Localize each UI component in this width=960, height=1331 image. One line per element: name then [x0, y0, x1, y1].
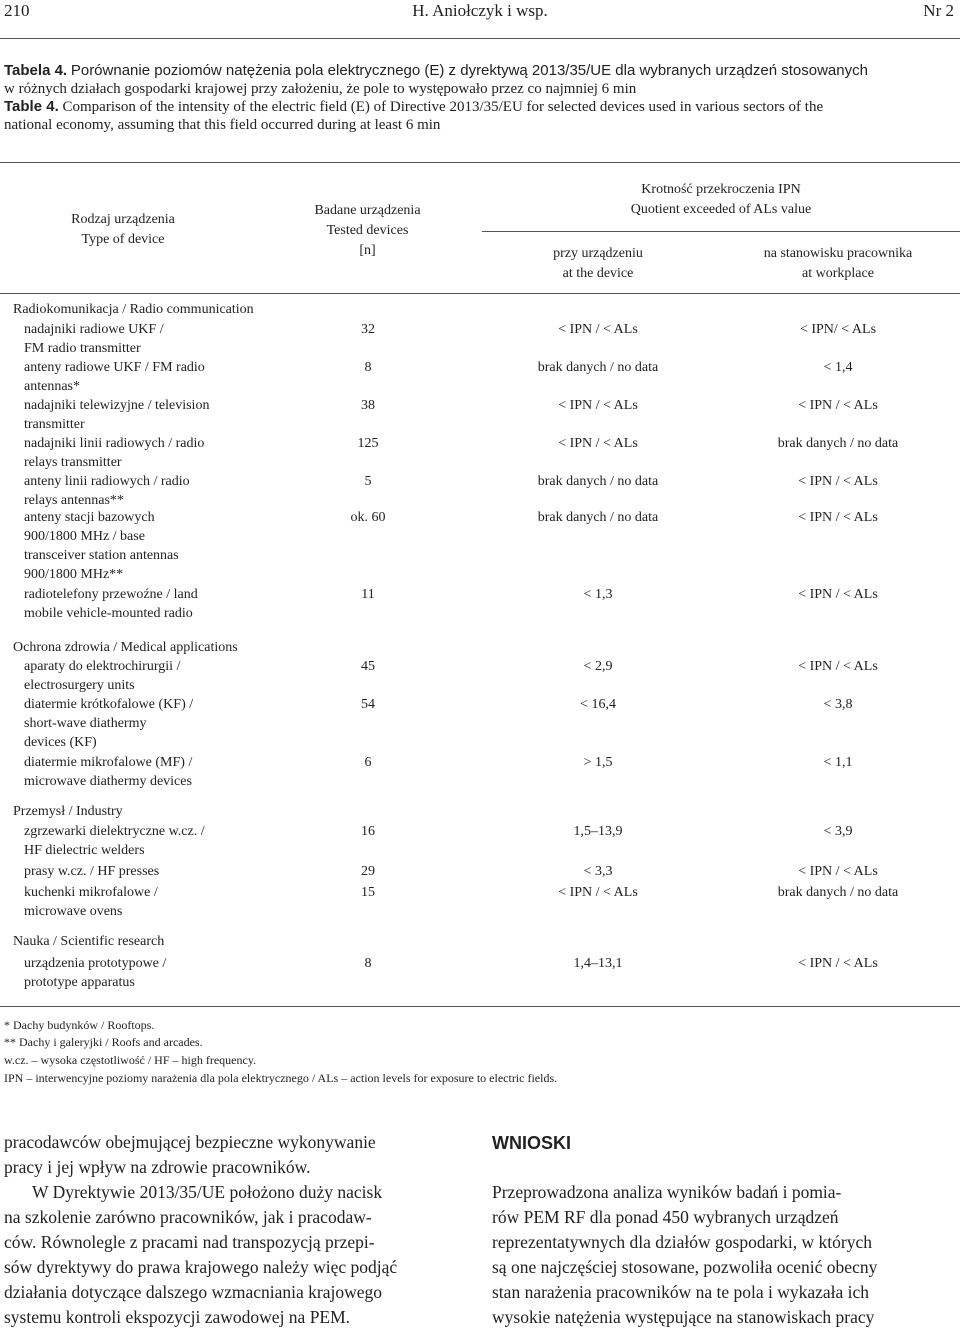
- section-science: Nauka / Scientific research: [13, 934, 165, 949]
- th-tested-devices: Badane urządzenia Tested devices [n]: [314, 203, 421, 258]
- section-medical: Ochrona zdrowia / Medical applications: [13, 640, 238, 655]
- table-row-device: radiotelefony przewoźne / land mobile vehicle-mounted radio: [24, 587, 198, 621]
- table-group-rule: [482, 231, 960, 232]
- table-row-at-device: < 1,3: [583, 587, 613, 602]
- table-row-at-device: brak danych / no data: [537, 360, 659, 375]
- table-row-n: 8: [364, 956, 372, 971]
- table-row-at-workplace: < IPN / < ALs: [798, 956, 878, 971]
- caption-en-line2: national economy, assuming that this field occurred during at least 6 min: [4, 117, 441, 133]
- table-row-device: nadajniki radiowe UKF / FM radio transmitter: [24, 322, 164, 356]
- section-radio: Radiokomunikacja / Radio communication: [13, 302, 254, 317]
- table-row-at-device: brak danych / no data: [537, 474, 659, 489]
- table-bottom-rule: [0, 1006, 960, 1007]
- page-number: 210: [4, 1, 30, 20]
- table-row-n: 5: [364, 474, 372, 489]
- table-row-device: aparaty do elektrochirurgii / electrosurgery units: [24, 659, 181, 693]
- table-row-device: urządzenia prototypowe / prototype apparatus: [24, 956, 167, 990]
- table-row-n: ok. 60: [350, 510, 386, 525]
- table-row-n: 32: [361, 322, 375, 337]
- footnote: w.cz. – wysoka częstotliwość / HF – high frequency.: [4, 1053, 257, 1067]
- table-row-device: nadajniki linii radiowych / radio relays transmitter: [24, 436, 205, 470]
- table-row-at-device: < IPN / < ALs: [558, 436, 638, 451]
- footnote: IPN – interwencyjne poziomy narażenia dla pola elektrycznego / ALs – action levels for exposure to electric fields.: [4, 1071, 558, 1085]
- table-row-at-device: < IPN / < ALs: [558, 398, 638, 413]
- table-row-at-workplace: < 3,8: [823, 697, 853, 712]
- caption-pl-line2: w różnych działach gospodarki krajowej przy założeniu, że pole to występowało przez co najmniej 6 min: [4, 81, 637, 97]
- table-row-device: prasy w.cz. / HF presses: [24, 864, 160, 879]
- table-row-device: zgrzewarki dielektryczne w.cz. / HF dielectric welders: [24, 824, 205, 858]
- table-row-device: diatermie krótkofalowe (KF) / short-wave diathermy devices (KF): [24, 697, 194, 750]
- table-row-at-workplace: < 1,4: [823, 360, 853, 375]
- running-authors: H. Aniołczyk i wsp.: [412, 1, 548, 20]
- table-row-n: 125: [357, 436, 379, 451]
- table-row-at-device: > 1,5: [583, 755, 613, 770]
- table-row-at-device: < 3,3: [583, 864, 613, 879]
- th-quotient-group: Krotność przekroczenia IPN Quotient exceeded of ALs value: [630, 182, 812, 217]
- table-row-at-workplace: brak danych / no data: [777, 436, 899, 451]
- table-row-at-device: 1,5–13,9: [573, 824, 623, 839]
- table-row-at-device: < 16,4: [580, 697, 616, 712]
- body-left-column: pracodawców obejmującej bezpieczne wykonywanie pracy i jej wpływ na zdrowie pracowników. W Dyrektywie 2013/35/UE położono duży nacisk na szkolenie zarówno pracowników, jak i pracodaw- ców. Równolegle z pracami nad transpozycją przepi- sów dyrektywy do prawa krajowego należy więc podjąć działania dotyczące dalszego wzmacniania krajowego systemu kontroli ekspozycji zawodowej na PEM.: [4, 1132, 398, 1327]
- table-row-n: 54: [361, 697, 375, 712]
- body-right-column: Przeprowadzona analiza wyników badań i pomia- rów PEM RF dla ponad 450 wybranych urządzeń reprezentatywnych dla działów gospodarki, w których są one najczęściej stosowane, pozwoliła ocenić obecny stan narażenia pracowników na te pola i wykazała ich wysokie natężenia występujące na stanowiskach pracy: [492, 1182, 878, 1327]
- table-row-n: 45: [361, 659, 375, 674]
- table-row-at-workplace: < IPN / < ALs: [798, 864, 878, 879]
- section-industry: Przemysł / Industry: [13, 804, 123, 819]
- section-heading: WNIOSKI: [492, 1133, 571, 1153]
- table-row-n: 8: [364, 360, 372, 375]
- table-head-rule: [0, 293, 960, 294]
- table-row-at-workplace: brak danych / no data: [777, 885, 899, 900]
- table-row-n: 38: [361, 398, 375, 413]
- caption-pl-line1: Tabela 4. Porównanie poziomów natężenia pola elektrycznego (E) z dyrektywą 2013/35/UE dla wybranych urządzeń stosowanych: [4, 62, 868, 79]
- table-row-at-device: brak danych / no data: [537, 510, 659, 525]
- issue-number: Nr 2: [923, 1, 954, 20]
- table-row-at-workplace: < 3,9: [823, 824, 853, 839]
- table-row-device: nadajniki telewizyjne / television transmitter: [24, 398, 210, 432]
- table-row-at-device: < IPN / < ALs: [558, 885, 638, 900]
- footnote: ** Dachy i galeryjki / Roofs and arcades.: [4, 1035, 203, 1049]
- table-row-device: diatermie mikrofalowe (MF) / microwave diathermy devices: [24, 755, 193, 789]
- table-row-device: anteny stacji bazowych 900/1800 MHz / base transceiver station antennas 900/1800 MHz**: [24, 510, 179, 582]
- footnote: * Dachy budynków / Rooftops.: [4, 1018, 155, 1032]
- table-row-at-workplace: < IPN/ < ALs: [799, 322, 877, 337]
- table-row-at-workplace: < IPN / < ALs: [798, 474, 878, 489]
- table-row-at-device: < 2,9: [583, 659, 613, 674]
- table-row-n: 11: [361, 587, 375, 602]
- table-row-at-workplace: < IPN / < ALs: [798, 587, 878, 602]
- table-top-rule: [0, 162, 960, 163]
- table-row-n: 6: [364, 755, 372, 770]
- table-row-at-device: 1,4–13,1: [573, 956, 623, 971]
- table-row-at-workplace: < IPN / < ALs: [798, 510, 878, 525]
- table-row-device: anteny radiowe UKF / FM radio antennas*: [24, 360, 205, 394]
- table-row-n: 15: [361, 885, 375, 900]
- th-at-workplace: na stanowisku pracownika at workplace: [763, 246, 913, 281]
- table-row-at-workplace: < 1,1: [823, 755, 853, 770]
- table-row-at-device: < IPN / < ALs: [558, 322, 638, 337]
- table-row-at-workplace: < IPN / < ALs: [798, 659, 878, 674]
- th-type-of-device: Rodzaj urządzenia Type of device: [71, 212, 175, 247]
- th-at-device: przy urządzeniu at the device: [553, 246, 643, 281]
- table-row-device: kuchenki mikrofalowe / microwave ovens: [24, 885, 158, 919]
- header-rule: [0, 38, 960, 39]
- table-row-at-workplace: < IPN / < ALs: [798, 398, 878, 413]
- caption-en-line1: Table 4. Comparison of the intensity of the electric field (E) of Directive 2013/35/EU for selected devices used in various sectors of the: [4, 98, 824, 115]
- table-row-n: 29: [361, 864, 375, 879]
- table-row-device: anteny linii radiowych / radio relays antennas**: [24, 474, 190, 508]
- table-row-n: 16: [361, 824, 375, 839]
